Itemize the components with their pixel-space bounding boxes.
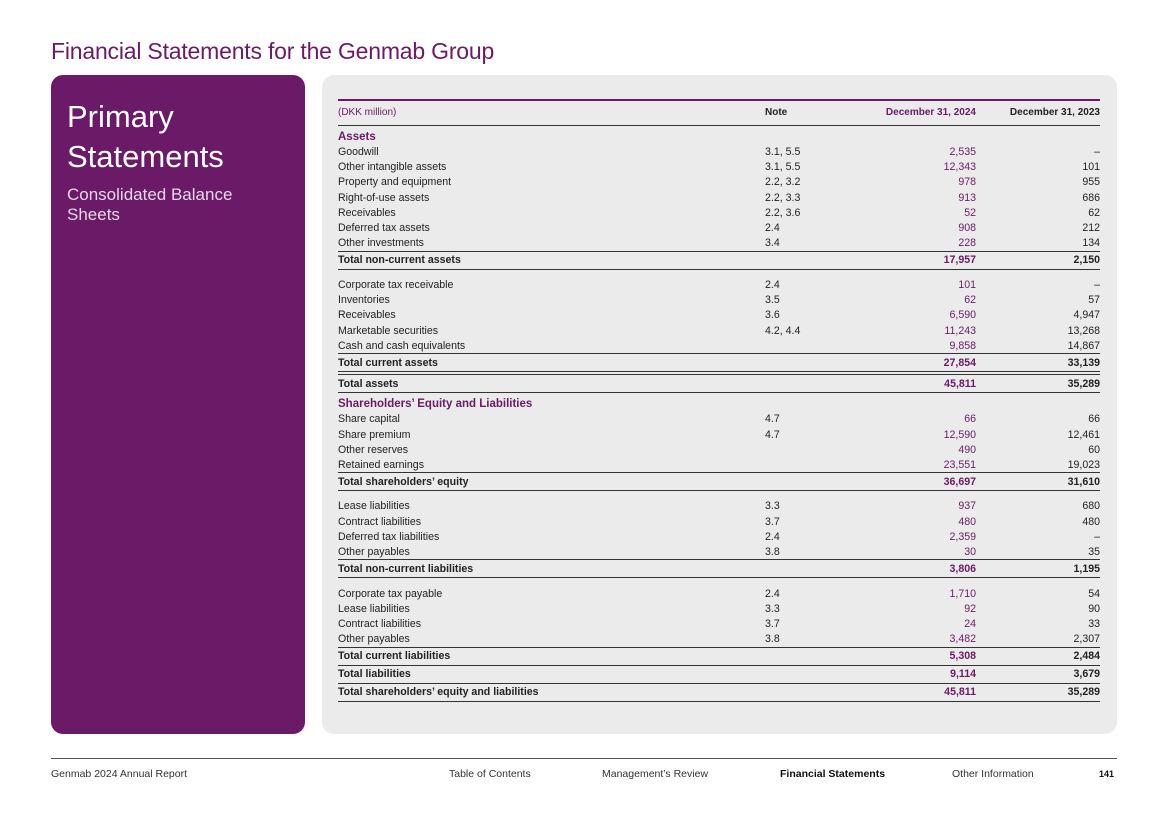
section-heading-row [338, 393, 1100, 412]
row-label: Receivables [338, 309, 396, 322]
row-value-2024: 3,482 [949, 633, 976, 646]
table-row [338, 220, 1100, 235]
row-value-2024: 24 [964, 618, 976, 631]
row-note: 2.4 [765, 587, 780, 600]
row-value-2024: 490 [958, 443, 976, 456]
sidebar-subheading: Consolidated Balance Sheets [67, 185, 233, 224]
row-note [765, 473, 860, 491]
spacer-cell [338, 269, 1100, 277]
sidebar-heading [67, 97, 289, 177]
row-label: Cash and cash equivalents [338, 339, 466, 352]
table-row [338, 323, 1100, 338]
sidebar-heading-line2: Statements [67, 139, 224, 174]
row-label: Contract liabilities [338, 618, 422, 631]
row-value-2023: 31,610 [980, 473, 1100, 491]
row-note: 3.3 [765, 602, 780, 615]
row-value-2023: 35,289 [980, 683, 1100, 701]
row-note: 3.7 [765, 618, 780, 631]
sidebar-panel [51, 75, 305, 734]
row-note [765, 683, 860, 701]
row-note: 3.1, 5.5 [765, 160, 801, 173]
row-value-2024: 228 [958, 237, 976, 250]
table-row [338, 586, 1100, 601]
table-spacer [338, 491, 1100, 499]
row-value-2024: 3,806 [860, 560, 980, 578]
row-note [765, 457, 860, 472]
table-total-row [338, 683, 1100, 701]
footer-nav-other-information[interactable]: Other Information [952, 768, 1034, 780]
table-row [338, 601, 1100, 616]
row-value-2024: 11,243 [944, 324, 976, 337]
row-label: Total assets [338, 375, 765, 393]
row-note: 3.8 [765, 546, 780, 559]
row-value-2023: 35 [1088, 546, 1100, 559]
section-heading: Shareholders’ Equity and Liabilities [338, 398, 533, 411]
row-label: Receivables [338, 206, 396, 219]
balance-sheet-panel [322, 75, 1117, 734]
table-total-row [338, 665, 1100, 683]
row-note: 4.2, 4.4 [765, 324, 801, 337]
table-row [338, 338, 1100, 353]
row-label: Retained earnings [338, 458, 424, 471]
row-label: Total non-current assets [338, 251, 765, 269]
footer-divider [51, 758, 1117, 759]
row-label: Other investments [338, 237, 424, 250]
row-value-2024: 52 [964, 206, 976, 219]
table-row [338, 292, 1100, 307]
row-value-2023: 35,289 [980, 375, 1100, 393]
spacer-cell [338, 491, 1100, 499]
row-note: 2.4 [765, 278, 780, 291]
row-note: 3.3 [765, 500, 780, 513]
table-row [338, 159, 1100, 174]
table-row [338, 308, 1100, 323]
row-value-2024: 9,858 [949, 339, 976, 352]
row-label: Other reserves [338, 443, 409, 456]
row-note [765, 251, 860, 269]
row-value-2023: 60 [1088, 443, 1100, 456]
row-note [765, 665, 860, 683]
table-row [338, 236, 1100, 251]
footer-nav-financial-statements[interactable]: Financial Statements [780, 768, 886, 780]
table-row [338, 277, 1100, 292]
row-note: 4.7 [765, 413, 780, 426]
row-value-2023: – [1094, 278, 1100, 291]
table-total-row [338, 251, 1100, 269]
header-previous-year: December 31, 2023 [980, 100, 1100, 125]
row-label: Share capital [338, 413, 400, 426]
table-row [338, 632, 1100, 647]
footer-nav-managements-review[interactable]: Management’s Review [602, 768, 709, 780]
row-value-2023: 134 [1082, 237, 1100, 250]
row-label: Other intangible assets [338, 160, 447, 173]
row-label: Total current liabilities [338, 647, 765, 665]
row-label: Total current assets [338, 354, 765, 372]
row-value-2023: 101 [1082, 160, 1100, 173]
table-row [338, 427, 1100, 442]
spacer-cell [338, 578, 1100, 586]
row-label: Total non-current liabilities [338, 560, 765, 578]
row-value-2023: 90 [1088, 602, 1100, 615]
row-label: Contract liabilities [338, 515, 422, 528]
row-label: Deferred tax liabilities [338, 530, 440, 543]
row-note: 2.2, 3.3 [765, 191, 801, 204]
row-value-2024: 5,308 [860, 647, 980, 665]
row-label: Marketable securities [338, 324, 439, 337]
row-label: Total shareholders’ equity and liabilities [338, 683, 765, 701]
table-total-row [338, 354, 1100, 372]
row-value-2024: 45,811 [860, 375, 980, 393]
footer-nav-table-of-contents[interactable]: Table of Contents [449, 768, 531, 780]
row-label: Deferred tax assets [338, 222, 430, 235]
row-value-2023: 33 [1088, 618, 1100, 631]
row-value-2023: 1,195 [980, 560, 1100, 578]
table-row [338, 457, 1100, 472]
row-value-2023: 19,023 [1067, 458, 1100, 471]
section-heading: Assets [338, 130, 376, 143]
row-value-2023: 955 [1082, 176, 1100, 189]
row-value-2024: 12,590 [943, 428, 976, 441]
table-row [338, 412, 1100, 427]
row-label: Other payables [338, 546, 410, 559]
row-note: 3.5 [765, 294, 780, 307]
table-header-row [338, 100, 1100, 125]
row-value-2024: 17,957 [860, 251, 980, 269]
row-value-2023: 212 [1082, 222, 1100, 235]
page-number: 141 [1099, 769, 1115, 779]
table-row [338, 175, 1100, 190]
row-value-2023: 3,679 [980, 665, 1100, 683]
table-row [338, 499, 1100, 514]
row-note: 3.4 [765, 237, 780, 250]
row-value-2024: 92 [964, 602, 976, 615]
row-value-2024: 101 [958, 278, 976, 291]
row-note [765, 560, 860, 578]
row-value-2024: 27,854 [860, 354, 980, 372]
row-value-2023: 62 [1088, 206, 1100, 219]
row-value-2024: 23,551 [943, 458, 976, 471]
row-label: Goodwill [338, 145, 379, 158]
row-label: Inventories [338, 294, 390, 307]
row-value-2024: 9,114 [860, 665, 980, 683]
row-value-2024: 6,590 [949, 309, 976, 322]
table-total-row [338, 560, 1100, 578]
row-value-2023: 33,139 [980, 354, 1100, 372]
table-row [338, 529, 1100, 544]
row-value-2023: 2,307 [1073, 633, 1100, 646]
row-note: 3.6 [765, 309, 780, 322]
table-row [338, 144, 1100, 159]
row-value-2023: 4,947 [1073, 309, 1100, 322]
row-value-2024: 937 [958, 500, 976, 513]
header-unit: (DKK million) [338, 100, 765, 125]
row-note: 3.1, 5.5 [765, 145, 801, 158]
row-value-2023: 12,461 [1067, 428, 1100, 441]
table-total-row [338, 375, 1100, 393]
row-value-2023: 54 [1088, 587, 1100, 600]
row-value-2023: 57 [1088, 294, 1100, 307]
row-value-2023: 686 [1082, 191, 1100, 204]
row-value-2023: 480 [1082, 515, 1100, 528]
table-total-row [338, 647, 1100, 665]
section-heading-row [338, 125, 1100, 144]
row-value-2024: 480 [958, 515, 976, 528]
row-value-2024: 913 [958, 191, 976, 204]
table-row [338, 442, 1100, 457]
table-row [338, 190, 1100, 205]
row-value-2023: 66 [1088, 413, 1100, 426]
row-note: 2.4 [765, 222, 780, 235]
row-label: Lease liabilities [338, 500, 410, 513]
table-row [338, 545, 1100, 560]
row-note: 2.2, 3.6 [765, 206, 801, 219]
row-label: Lease liabilities [338, 602, 410, 615]
row-value-2023: 13,268 [1067, 324, 1100, 337]
row-label: Corporate tax payable [338, 587, 443, 600]
row-note: 3.8 [765, 633, 780, 646]
row-value-2024: 908 [958, 222, 976, 235]
row-label: Right-of-use assets [338, 191, 430, 204]
sidebar-heading-line1: Primary [67, 99, 174, 134]
row-note [765, 338, 860, 353]
row-label: Property and equipment [338, 176, 452, 189]
row-value-2024: 62 [964, 294, 976, 307]
row-note [765, 375, 860, 393]
row-value-2024: 978 [958, 176, 976, 189]
row-value-2024: 2,359 [949, 530, 976, 543]
row-note [765, 442, 860, 457]
table-spacer [338, 269, 1100, 277]
row-note: 4.7 [765, 428, 780, 441]
row-note [765, 647, 860, 665]
table-spacer [338, 578, 1100, 586]
row-note: 2.4 [765, 530, 780, 543]
row-value-2023: 2,150 [980, 251, 1100, 269]
row-value-2024: 45,811 [860, 683, 980, 701]
row-value-2023: 680 [1082, 500, 1100, 513]
table-row [338, 514, 1100, 529]
footer-report-name: Genmab 2024 Annual Report [51, 768, 188, 780]
row-value-2024: 66 [964, 413, 976, 426]
table-total-row [338, 473, 1100, 491]
row-note [765, 354, 860, 372]
header-current-year: December 31, 2024 [860, 100, 980, 125]
row-label: Total shareholders’ equity [338, 473, 765, 491]
row-label: Total liabilities [338, 665, 765, 683]
row-label: Other payables [338, 633, 410, 646]
table-row [338, 205, 1100, 220]
row-value-2024: 2,535 [949, 145, 976, 158]
row-note: 3.7 [765, 515, 780, 528]
row-label: Share premium [338, 428, 411, 441]
row-value-2023: 14,867 [1067, 339, 1100, 352]
row-label: Corporate tax receivable [338, 278, 454, 291]
row-value-2024: 30 [964, 546, 976, 559]
row-note: 2.2, 3.2 [765, 176, 801, 189]
row-value-2023: – [1094, 145, 1100, 158]
page-title: Financial Statements for the Genmab Group [51, 38, 495, 64]
row-value-2024: 12,343 [943, 160, 976, 173]
table-row [338, 617, 1100, 632]
balance-sheet-table [338, 99, 1100, 702]
row-value-2024: 1,710 [949, 587, 976, 600]
row-value-2024: 36,697 [860, 473, 980, 491]
row-value-2023: 2,484 [980, 647, 1100, 665]
table-body [338, 125, 1100, 701]
header-note: Note [765, 100, 860, 125]
row-value-2023: – [1094, 530, 1100, 543]
